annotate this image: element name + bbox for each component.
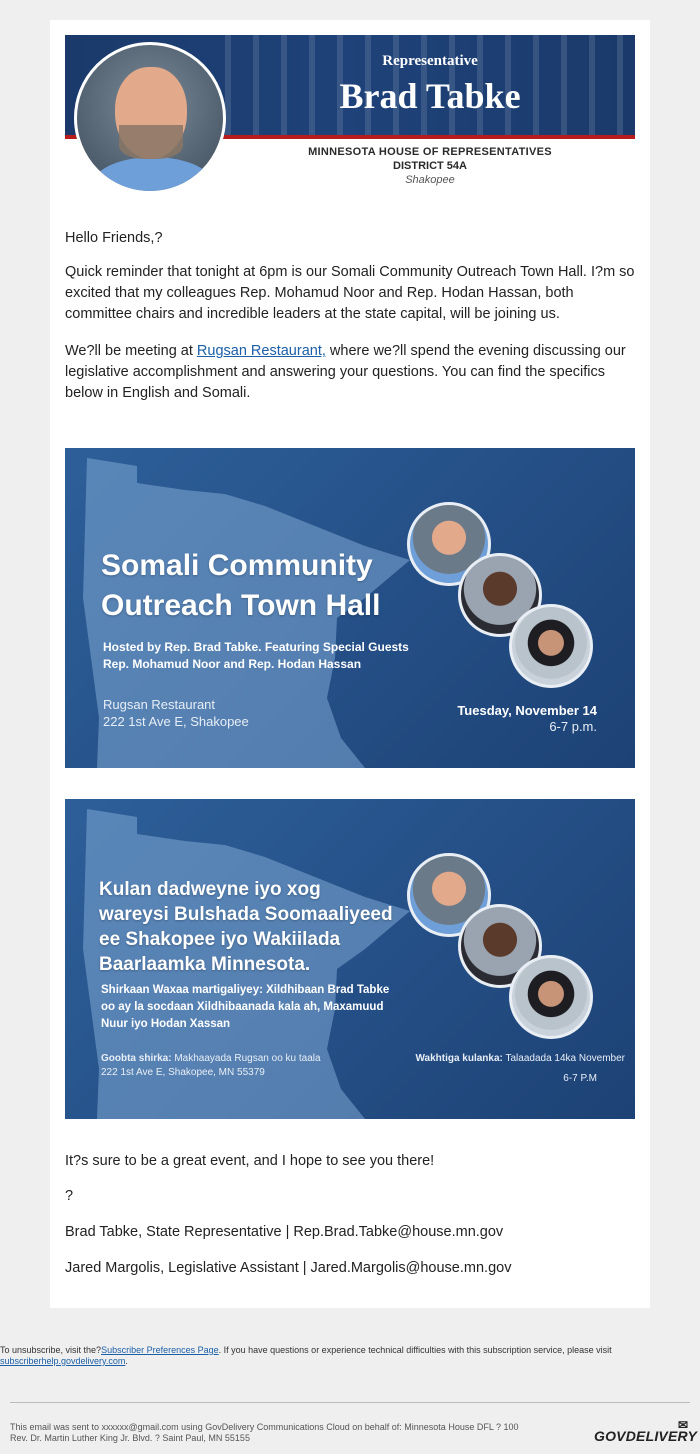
paragraph-reminder: Quick reminder that tonight at 6pm is our Somali Community Outreach Town Hall. I?m so excited that my colleagues Rep. Mohamud Noor and Rep. Hodan Hassan, both committee chairs and incredible leaders at the state capital, will be joining us.	[65, 264, 635, 322]
closing-spacer: ?	[65, 1188, 74, 1204]
subscriber-preferences-link[interactable]: Subscriber Preferences Page	[101, 1345, 219, 1355]
header-rep-label: Representative	[382, 53, 478, 69]
header-org: MINNESOTA HOUSE OF REPRESENTATIVES	[308, 146, 552, 158]
envelope-icon: ✉	[678, 1418, 689, 1432]
flyer-so-title-line3: ee Shakopee iyo Wakiilada	[99, 929, 341, 950]
flyer-so-time-label: Wakhtiga kulanka: Talaadada 14ka November	[415, 1053, 625, 1064]
flyer-so-sub-line2: oo ay la socdaan Xildhibaanada kala ah, Maxamuud	[101, 1001, 384, 1013]
govdelivery-logo[interactable]: GOVDELIVERY ✉	[594, 1418, 698, 1444]
flyer-so-title-line2: wareysi Bulshada Soomaaliyeed	[99, 904, 393, 925]
flyer-somali	[65, 799, 635, 1119]
flyer-so-time: 6-7 P.M	[563, 1073, 597, 1084]
paragraph-meeting: We?ll be meeting at Rugsan Restaurant, where we?ll spend the evening discussing our legislative accomplishment and answering your questions. You can find the specifics below in English and Somali.	[65, 343, 626, 401]
flyer-so-sub-line3: Nuur iyo Hodan Xassan	[101, 1018, 231, 1030]
flyer-address: 222 1st Ave E, Shakopee	[103, 714, 249, 729]
flyer-so-sub-line1: Shirkaan Waxaa martigaliyey: Xildhibaan Brad Tabke	[101, 984, 390, 996]
unsubscribe-notice: To unsubscribe, visit the?Subscriber Preferences Page. If you have questions or experience technical difficulties with this subscription service, please visit subscriberhelp.govdelivery.com.	[0, 1345, 612, 1366]
guest-photo-hassan	[509, 604, 593, 688]
greeting: Hello Friends,?	[65, 230, 163, 246]
rugsan-restaurant-link[interactable]: Rugsan Restaurant,	[196, 343, 326, 359]
flyer-so-venue: Goobta shirka: Makhaayada Rugsan oo ku taala	[101, 1053, 321, 1064]
flyer-so-address: 222 1st Ave E, Shakopee, MN 55379	[101, 1067, 265, 1078]
signature-rep: Brad Tabke, State Representative | Rep.Brad.Tabke@house.mn.gov	[65, 1224, 504, 1240]
flyer-time: 6-7 p.m.	[549, 719, 597, 734]
flyer-hosted-line1: Hosted by Rep. Brad Tabke. Featuring Special Guests	[103, 640, 409, 654]
flyer-title-line1: Somali Community	[101, 549, 373, 582]
guest-photo-hassan	[509, 955, 593, 1039]
flyer-so-title-line1: Kulan dadweyne iyo xog	[99, 879, 321, 900]
flyer-english	[65, 448, 635, 768]
signature-assistant: Jared Margolis, Legislative Assistant | Jared.Margolis@house.mn.gov	[65, 1260, 512, 1276]
footer-divider	[10, 1402, 690, 1403]
subscriber-help-link[interactable]: subscriberhelp.govdelivery.com	[0, 1356, 126, 1366]
header-district: DISTRICT 54A	[393, 160, 467, 172]
flyer-so-title-line4: Baarlaamka Minnesota.	[99, 954, 311, 975]
flyer-title-line2: Outreach Town Hall	[101, 589, 381, 622]
flyer-date: Tuesday, November 14	[457, 703, 597, 718]
flyer-hosted-line2: Rep. Mohamud Noor and Rep. Hodan Hassan	[103, 657, 362, 671]
closing-line: It?s sure to be a great event, and I hope to see you there!	[65, 1153, 435, 1169]
header-city: Shakopee	[405, 174, 455, 186]
email-card	[50, 20, 650, 1308]
rep-avatar	[74, 42, 226, 194]
sent-notice: This email was sent to xxxxxx@gmail.com using GovDelivery Communications Cloud on behalf of: Minnesota House DFL ? 100 Rev. Dr. Martin Luther King Jr. Blvd. ? Saint Paul, MN 55155	[10, 1422, 519, 1443]
header-rep-name: Brad Tabke	[339, 76, 521, 116]
flyer-venue: Rugsan Restaurant	[103, 697, 216, 712]
